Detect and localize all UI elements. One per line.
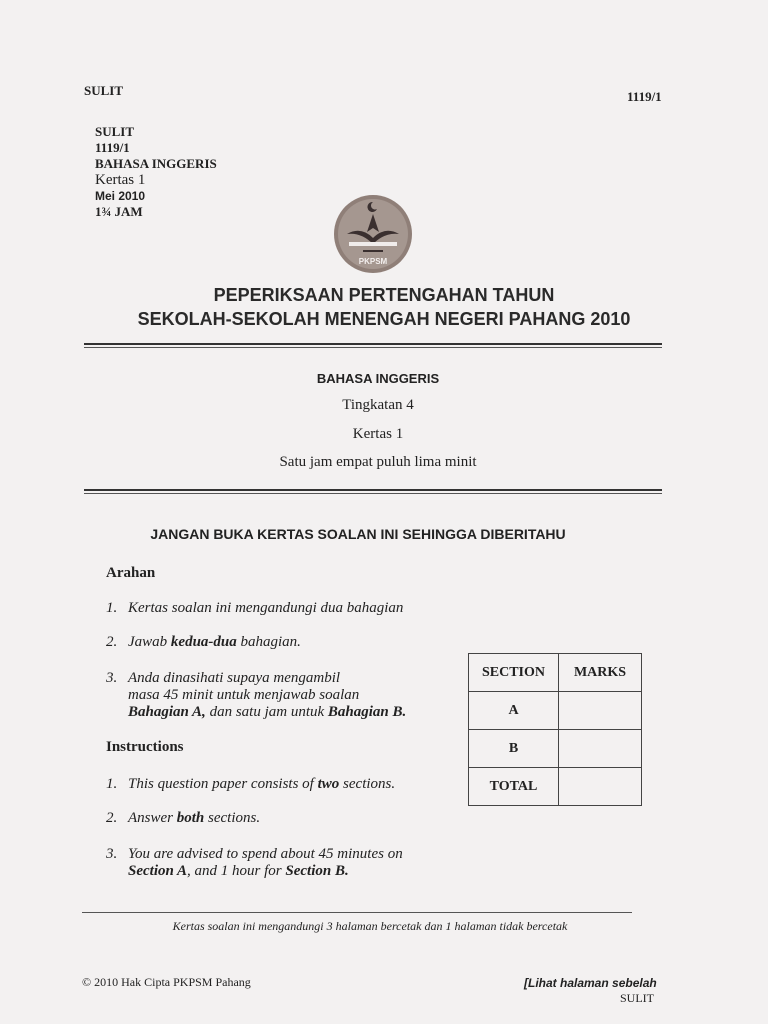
- item-text-bold: both: [176, 810, 205, 826]
- arahan-item-1: [106, 600, 446, 617]
- divider-middle: [84, 489, 662, 494]
- meta-sulit: SULIT: [95, 124, 135, 139]
- item-text: sections.: [204, 810, 261, 826]
- header-paper-code: 1119/1: [627, 89, 662, 104]
- do-not-open-warning: JANGAN BUKA KERTAS SOALAN INI SEHINGGA DIBERITAHU: [150, 526, 566, 542]
- item-text: masa 45 minit untuk menjawab soalan: [128, 687, 360, 703]
- item-text-bold: Bahagian A,: [128, 704, 206, 720]
- section-cell: B: [469, 730, 559, 768]
- instructions-item-3: [106, 846, 446, 880]
- paper-duration: Satu jam empat puluh lima minit: [279, 454, 477, 470]
- item-text: This question paper consists of: [128, 776, 318, 792]
- arahan-heading: Arahan: [106, 565, 156, 581]
- item-text: , and 1 hour for: [187, 863, 286, 879]
- meta-duration: 1¾ JAM: [95, 204, 143, 219]
- item-text: Kertas soalan ini mengandungi dua bahagian: [128, 600, 404, 616]
- section-cell: TOTAL: [469, 768, 559, 806]
- item-text: Anda dinasihati supaya mengambil: [128, 670, 341, 686]
- item-text: dan satu jam untuk: [205, 704, 328, 720]
- item-number: 2.: [106, 810, 118, 826]
- meta-date: Mei 2010: [95, 189, 146, 203]
- item-number: 3.: [106, 670, 118, 686]
- item-text: sections.: [339, 776, 396, 792]
- item-text: Answer: [128, 810, 177, 826]
- meta-code: 1119/1: [95, 140, 130, 155]
- item-text-bold: Bahagian B.: [327, 704, 407, 720]
- paper-subject: BAHASA INGGERIS: [316, 371, 440, 386]
- item-number: 1.: [106, 600, 118, 616]
- exam-title-line2: SEKOLAH-SEKOLAH MENENGAH NEGERI PAHANG 2010: [137, 309, 631, 329]
- item-number: 2.: [106, 634, 118, 650]
- meta-subject: BAHASA INGGERIS: [95, 156, 217, 171]
- next-page-note: [Lihat halaman sebelah: [524, 976, 657, 990]
- item-number: 1.: [106, 776, 118, 792]
- divider-top: [84, 343, 662, 348]
- exam-title-line1: PEPERIKSAAN PERTENGAHAN TAHUN: [213, 285, 555, 305]
- item-text-bold: Section A: [128, 863, 188, 879]
- item-text: You are advised to spend about 45 minutes on: [128, 846, 403, 862]
- instructions-item-2: [106, 810, 446, 827]
- arahan-item-2: [106, 634, 446, 651]
- paper-number: Kertas 1: [352, 426, 404, 442]
- column-header-section: SECTION: [469, 654, 559, 692]
- instructions-heading: Instructions: [106, 739, 184, 755]
- marks-table: [468, 653, 642, 806]
- arahan-item-3: [106, 670, 446, 721]
- table-row: [469, 692, 642, 730]
- cover-meta: [95, 124, 217, 220]
- logo-caption: PKPSM: [358, 257, 388, 266]
- instructions-item-1: [106, 776, 446, 793]
- section-cell: A: [469, 692, 559, 730]
- pkpsm-emblem-icon: [333, 194, 413, 274]
- item-text-bold: Section B.: [285, 863, 349, 879]
- meta-paper: Kertas 1: [95, 172, 146, 188]
- item-text-bold: kedua-dua: [170, 634, 237, 650]
- table-row: [469, 768, 642, 806]
- item-text: Jawab: [128, 634, 171, 650]
- divider-bottom: [82, 912, 632, 913]
- footer-sulit: SULIT: [620, 991, 654, 1005]
- marks-cell: [559, 730, 642, 768]
- marks-cell: [559, 692, 642, 730]
- item-text: bahagian.: [236, 634, 301, 650]
- item-number: 3.: [106, 846, 118, 862]
- table-header-row: [469, 654, 642, 692]
- marks-cell: [559, 768, 642, 806]
- page-count-note: Kertas soalan ini mengandungi 3 halaman bercetak dan 1 halaman tidak bercetak: [172, 919, 568, 933]
- copyright-text: © 2010 Hak Cipta PKPSM Pahang: [82, 975, 251, 989]
- table-row: [469, 730, 642, 768]
- header-sulit: SULIT: [84, 83, 124, 98]
- paper-form: Tingkatan 4: [342, 397, 414, 413]
- column-header-marks: MARKS: [559, 654, 642, 692]
- item-text-bold: two: [317, 776, 340, 792]
